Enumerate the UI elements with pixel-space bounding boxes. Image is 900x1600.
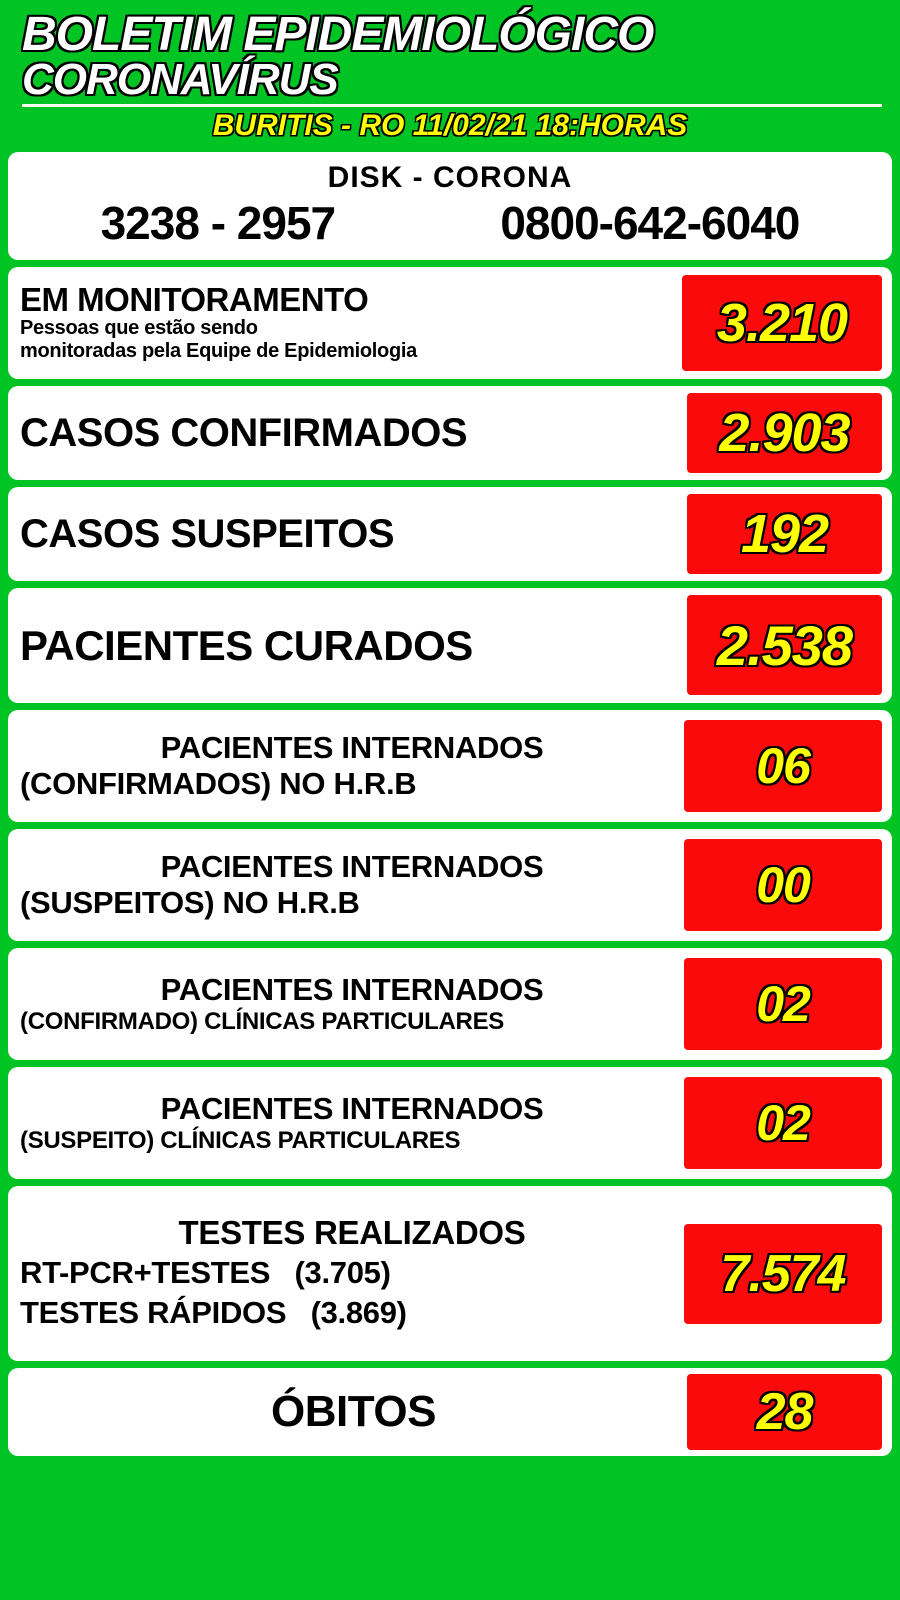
row-cured-patients-value: 2.538 — [687, 595, 882, 695]
row-hospitalized-suspect-private — [8, 1067, 892, 1179]
row-cured-patients-text — [20, 621, 687, 669]
row-hospitalized-suspect-private-line2: (SUSPEITO) CLÍNICAS PARTICULARES — [20, 1127, 461, 1155]
row-hospitalized-suspect-private-value: 02 — [684, 1077, 882, 1169]
row-hospitalized-confirmed-hrb-value: 06 — [684, 720, 882, 812]
row-monitoring-desc-line2: monitoradas pela Equipe de Epidemiologia — [20, 340, 417, 363]
row-tests-rapid-value: (3.869) — [310, 1295, 407, 1331]
disk-corona-numbers — [18, 196, 882, 250]
row-tests-performed-value: 7.574 — [684, 1224, 882, 1324]
poster-header — [8, 8, 892, 145]
row-tests-performed-title: TESTES REALIZADOS — [178, 1214, 526, 1252]
row-hospitalized-suspect-hrb-line1: PACIENTES INTERNADOS — [160, 848, 544, 884]
row-hospitalized-suspect-hrb-line2: (SUSPEITOS) NO H.R.B — [20, 885, 360, 921]
row-hospitalized-confirmed-private-line1: PACIENTES INTERNADOS — [160, 971, 544, 1007]
row-confirmed-cases-value: 2.903 — [687, 393, 882, 473]
row-cured-patients-title: PACIENTES CURADOS — [20, 621, 473, 669]
disk-corona-card — [8, 152, 892, 260]
disk-corona-title: DISK - CORONA — [327, 160, 573, 194]
row-hospitalized-suspect-hrb-text — [20, 849, 684, 922]
row-monitoring — [8, 267, 892, 379]
header-divider — [22, 104, 882, 107]
row-hospitalized-confirmed-private — [8, 948, 892, 1060]
row-tests-rtpcr-value: (3.705) — [294, 1255, 391, 1291]
disk-phone-local: 3238 - 2957 — [100, 196, 336, 249]
row-tests-rapid — [20, 1293, 684, 1333]
poster-location-datetime: BURITIS - RO 11/02/21 18:HORAS — [212, 109, 688, 143]
poster-subtitle: CORONAVÍRUS — [22, 55, 338, 105]
row-confirmed-cases — [8, 386, 892, 480]
row-tests-rtpcr — [20, 1253, 684, 1293]
row-suspected-cases-value: 192 — [687, 494, 882, 574]
row-hospitalized-confirmed-hrb-line2: (CONFIRMADOS) NO H.R.B — [20, 766, 417, 802]
row-hospitalized-confirmed-private-value: 02 — [684, 958, 882, 1050]
row-deaths-text — [20, 1387, 687, 1437]
row-hospitalized-confirmed-private-text — [20, 972, 684, 1037]
row-tests-rtpcr-label: RT-PCR+TESTES — [20, 1255, 271, 1291]
row-hospitalized-suspect-private-line1: PACIENTES INTERNADOS — [160, 1090, 544, 1126]
row-monitoring-title: EM MONITORAMENTO — [20, 280, 369, 318]
row-monitoring-desc-line1: Pessoas que estão sendo — [20, 317, 258, 340]
disk-phone-tollfree: 0800-642-6040 — [500, 196, 800, 249]
row-hospitalized-suspect-hrb-value: 00 — [684, 839, 882, 931]
row-tests-rapid-label: TESTES RÁPIDOS — [20, 1295, 287, 1331]
poster-title: BOLETIM EPIDEMIOLÓGICO — [22, 8, 654, 61]
row-confirmed-cases-title: CASOS CONFIRMADOS — [20, 411, 468, 456]
row-tests-performed-text — [20, 1213, 684, 1333]
row-monitoring-value: 3.210 — [682, 275, 882, 371]
row-cured-patients — [8, 588, 892, 703]
row-deaths-title: ÓBITOS — [271, 1387, 436, 1437]
row-hospitalized-suspect-hrb — [8, 829, 892, 941]
row-monitoring-text — [20, 280, 682, 364]
row-hospitalized-confirmed-private-line2: (CONFIRMADO) CLÍNICAS PARTICULARES — [20, 1008, 504, 1036]
row-deaths — [8, 1368, 892, 1456]
row-hospitalized-confirmed-hrb-line1: PACIENTES INTERNADOS — [160, 729, 544, 765]
row-suspected-cases — [8, 487, 892, 581]
row-tests-performed — [8, 1186, 892, 1361]
row-deaths-value: 28 — [687, 1374, 882, 1450]
row-suspected-cases-title: CASOS SUSPEITOS — [20, 512, 395, 557]
row-confirmed-cases-text — [20, 412, 687, 454]
row-hospitalized-confirmed-hrb — [8, 710, 892, 822]
row-hospitalized-suspect-private-text — [20, 1091, 684, 1156]
row-hospitalized-confirmed-hrb-text — [20, 730, 684, 803]
row-suspected-cases-text — [20, 513, 687, 555]
